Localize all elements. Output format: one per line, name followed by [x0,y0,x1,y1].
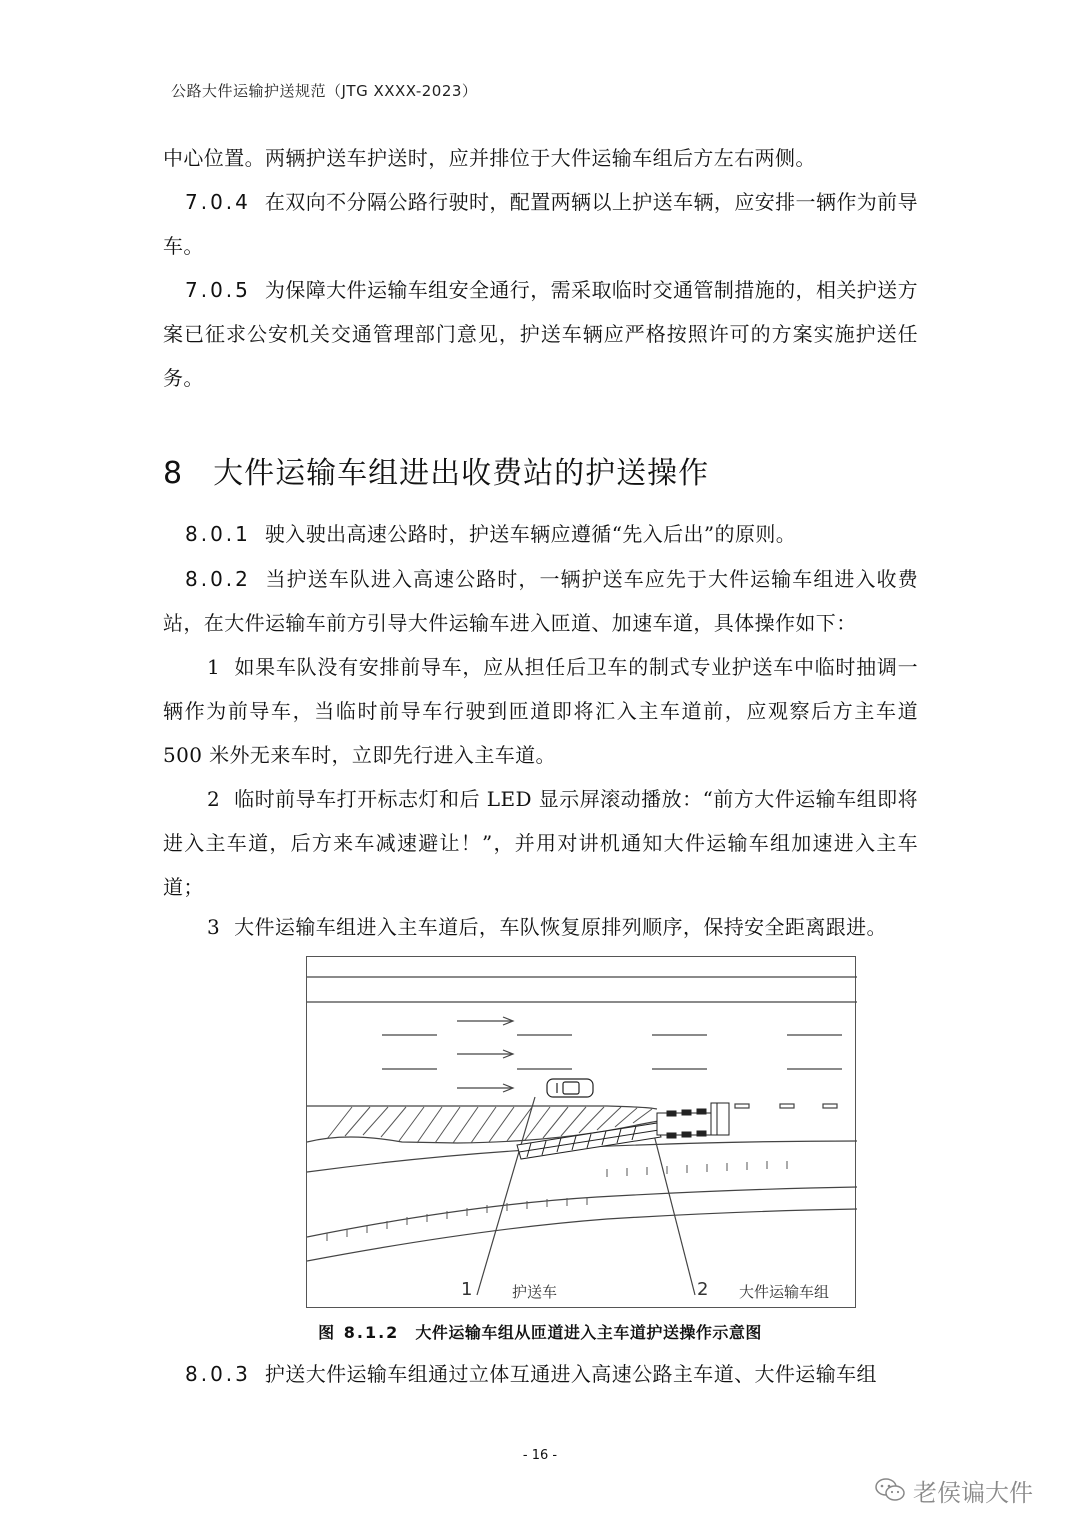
direction-arrow [457,1050,513,1058]
section-heading [163,448,709,492]
clause-text: 当护送车队进入高速公路时，一辆护送车应先于大件运输车组进入收费站，在大件运输车前方引导大件运输车进入匝道、加速车道，具体操作如下： [163,567,918,635]
ramp-edge [307,1209,857,1261]
clause-7-0-5 [163,268,918,400]
clause-text: 在双向不分隔公路行驶时，配置两辆以上护送车辆，应安排一辆作为前导车。 [163,190,918,258]
wechat-icon [875,1477,905,1503]
ramp-ticks [327,1161,787,1241]
clause-number: 7.0.4 [185,190,251,214]
clause-number: 8.0.1 [185,522,251,546]
road-diagram [307,957,857,1309]
ramp-merge-diagram [306,956,856,1308]
clause-text: 驶入驶出高速公路时，护送车辆应遵循“先入后出”的原则。 [264,522,797,546]
callout-label-escort: 护送车 [512,1283,558,1301]
callout-label-truck: 大件运输车组 [739,1283,830,1301]
running-header: 公路大件运输护送规范（JTG XXXX-2023） [171,82,478,100]
escort-car-icon [547,1079,593,1097]
item-text: 临时前导车打开标志灯和后 LED 显示屏滚动播放：“前方大件运输车组即将进入主车道，后方来车减速避让！”，并用对讲机通知大件运输车组加速进入主车道； [163,787,918,899]
leader-line-1 [477,1097,535,1295]
clause-7-0-4 [163,180,918,268]
figure-caption [0,1320,1080,1343]
list-item-3 [163,905,918,949]
item-text: 大件运输车组进入主车道后，车队恢复原排列顺序，保持安全距离跟进。 [234,915,887,939]
list-item-2 [163,777,918,909]
paragraph-text: 中心位置。两辆护送车护送时，应并排位于大件运输车组后方左右两侧。 [163,146,816,170]
paragraph-continuation [163,136,918,180]
figure-title: 大件运输车组从匝道进入主车道护送操作示意图 [415,1323,762,1342]
figure-number: 图 8.1.2 [318,1323,400,1342]
clause-8-0-1 [163,512,918,556]
direction-arrow [457,1084,513,1092]
item-number: 2 [207,787,221,811]
item-number: 3 [207,915,221,939]
ramp-edge [307,1187,857,1237]
clause-8-0-2 [163,557,918,645]
section-title: 大件运输车组进出收费站的护送操作 [213,456,710,491]
watermark-text: 老侯谝大件 [913,1478,1033,1507]
clause-text: 护送大件运输车组通过立体互通进入高速公路主车道、大件运输车组 [264,1362,877,1386]
callout-number-1: 1 [461,1279,473,1300]
leader-line-2 [652,1127,695,1295]
direction-arrow [457,1017,513,1025]
section-number: 8 [163,456,184,491]
page-number: - 16 - [522,1448,558,1463]
clause-number: 8.0.2 [185,567,251,591]
clause-8-0-3 [163,1352,918,1396]
clause-text: 为保障大件运输车组安全通行，需采取临时交通管制措施的，相关护送方案已征求公安机关交通管理部门意见，护送车辆应严格按照许可的方案实施护送任务。 [163,278,918,390]
clause-number: 7.0.5 [185,278,251,302]
callout-number-2: 2 [697,1279,709,1300]
item-text: 如果车队没有安排前导车，应从担任后卫车的制式专业护送车中临时抽调一辆作为前导车，当临时前导车行驶到匝道即将汇入主车道前，应观察后方主车道 500 米外无来车时，立即先行进入主车道。 [163,655,918,767]
clause-number: 8.0.3 [185,1362,251,1386]
item-number: 1 [207,655,221,679]
list-item-1 [163,645,918,777]
gore-top-edge [307,1106,657,1109]
watermark [875,1468,1033,1512]
